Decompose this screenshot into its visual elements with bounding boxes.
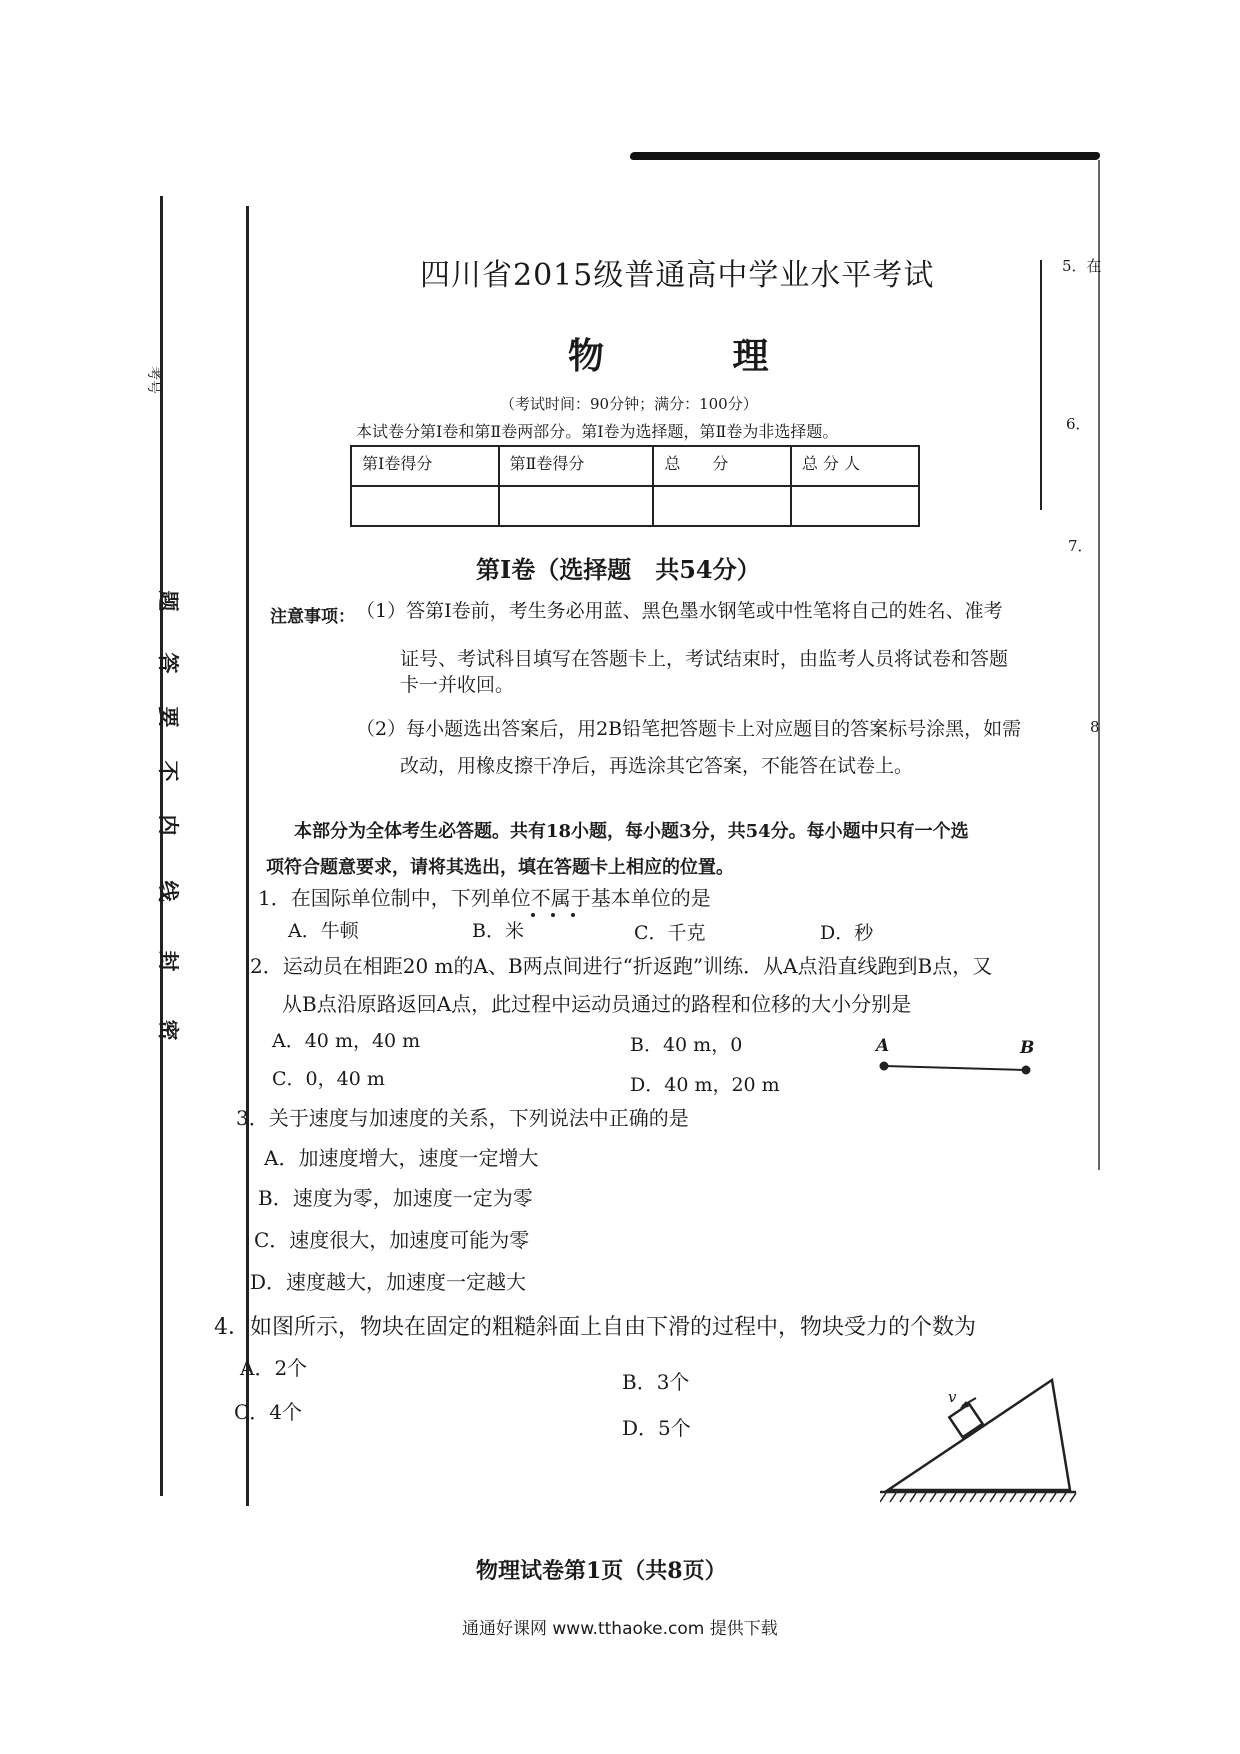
side-char-yao: 要 [156,706,181,728]
question-3-option-c: C．速度很大，加速度可能为零 [254,1228,530,1252]
incline-figure [880,1372,1080,1512]
emphasis-dot [531,913,535,917]
question-4-option-a: A．2个 [240,1356,308,1380]
ab-line-figure [876,1058,1036,1078]
side-char-da: 答 [156,652,181,674]
notes-item2-line2: 改动，用橡皮擦干净后，再选涂其它答案，不能答在试卷上。 [400,755,914,777]
question-2-option-d: D．40 m，20 m [630,1074,780,1096]
score-header-total: 总 分 [653,446,790,486]
question-2-option-b: B．40 m，0 [630,1034,743,1056]
score-header-part1: 第Ⅰ卷得分 [351,446,499,486]
question-1-option-d: D．秒 [820,922,874,944]
score-table [350,445,920,527]
question-4-option-c: C．4个 [234,1400,303,1424]
instructions-line1: 本部分为全体考生必答题。共有18小题，每小题3分，共54分。每小题中只有一个选 [294,821,969,842]
paper-intro: 本试卷分第Ⅰ卷和第Ⅱ卷两部分。第Ⅰ卷为选择题，第Ⅱ卷为非选择题。 [356,422,839,441]
question-1-option-a: A．牛顿 [288,920,359,942]
question-3-option-b: B．速度为零，加速度一定为零 [258,1186,533,1210]
question-1-option-b: B．米 [472,920,524,942]
margin-label: 考号 [145,366,161,394]
exam-title: 四川省2015级普通高中学业水平考试 [420,258,935,293]
velocity-label: v [948,1388,957,1406]
question-3-stem: 3．关于速度与加速度的关系，下列说法中正确的是 [236,1106,689,1130]
notes-item2-line1: （2）每小题选出答案后，用2B铅笔把答题卡上对应题目的答案标号涂黑，如需 [356,718,1022,740]
emphasis-dot [571,913,575,917]
score-cell [653,486,790,526]
question-1-stem: 1．在国际单位制中，下列单位不属于基本单位的是 [258,886,711,910]
question-4-stem: 4．如图所示，物块在固定的粗糙斜面上自由下滑的过程中，物块受力的个数为 [214,1315,976,1340]
side-char-feng: 封 [156,950,181,972]
top-scan-bar [629,152,1100,160]
score-cell [791,486,919,526]
side-char-mi: 密 [156,1019,181,1041]
side-char-xian: 线 [156,880,181,902]
question-1-option-c: C．千克 [634,922,706,944]
question-2-option-a: A．40 m，40 m [272,1030,421,1052]
figure-label-b: B [1020,1038,1035,1058]
notes-label: 注意事项： [270,607,355,627]
notes-item1-line3: 卡一并收回。 [400,674,515,696]
score-cell [499,486,654,526]
edge-number-8: 8 [1090,718,1100,736]
side-char-bu: 不 [156,760,181,782]
page-footer: 物理试卷第1页（共8页） [476,1558,727,1584]
notes-item1-line2: 证号、考试科目填写在答题卡上，考试结束时，由监考人员将试卷和答题 [400,648,1009,670]
figure-label-a: A [876,1036,890,1056]
right-border-line-2 [1098,160,1100,1170]
question-2-option-c: C．0，40 m [272,1068,385,1090]
right-border-line [1040,260,1042,510]
question-2-stem-line2: 从B点沿原路返回A点，此过程中运动员通过的路程和位移的大小分别是 [282,992,912,1016]
exam-info: （考试时间：90分钟；满分：100分） [500,395,758,413]
side-char-nei: 内 [156,814,181,836]
edge-number-6: 6． [1066,415,1091,433]
score-header-part2: 第Ⅱ卷得分 [499,446,654,486]
emphasis-dot [551,913,555,917]
instructions-line2: 项符合题意要求，请将其选出，填在答题卡上相应的位置。 [266,857,734,878]
edge-number-5: 5．在 [1062,257,1102,275]
question-2-stem-line1: 2．运动员在相距20 m的A、B两点间进行“折返跑”训练．从A点沿直线跑到B点，又 [250,954,993,978]
question-4-option-b: B．3个 [622,1370,690,1394]
question-3-option-a: A．加速度增大，速度一定增大 [264,1146,539,1170]
subject-title: 物 理 [568,335,827,377]
section-title: 第Ⅰ卷（选择题 共54分） [476,555,761,584]
side-char-ti: 题 [156,590,181,612]
download-credit: 通通好课网 www.tthaoke.com 提供下载 [462,1619,778,1639]
edge-number-7: 7． [1068,537,1093,555]
notes-item1-line1: （1）答第Ⅰ卷前，考生务必用蓝、黑色墨水钢笔或中性笔将自己的姓名、准考 [356,600,1003,622]
score-header-grader: 总 分 人 [791,446,919,486]
question-3-option-d: D．速度越大，加速度一定越大 [250,1270,527,1294]
question-4-option-d: D．5个 [622,1416,691,1440]
score-cell [351,486,499,526]
